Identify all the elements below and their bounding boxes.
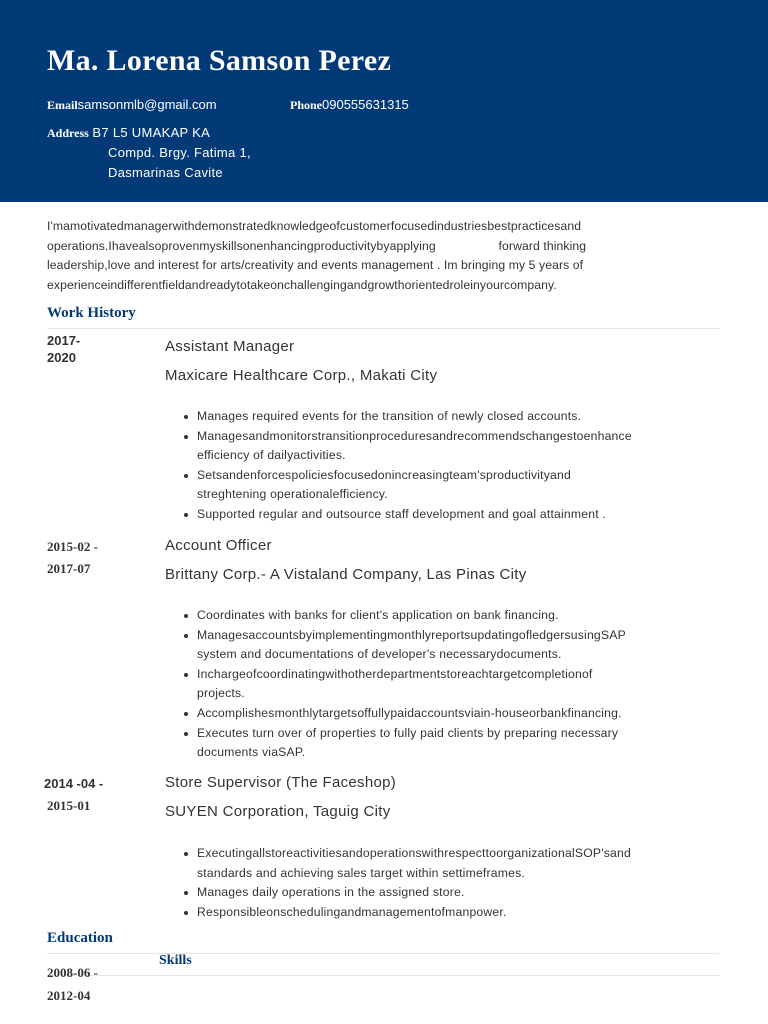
bullet-icon	[184, 634, 188, 638]
job-date-start: 2014 -04 -	[44, 776, 104, 791]
work-history-heading: Work History	[47, 305, 136, 321]
duty-text: Responsibleonschedulingandmanagementofmanpower.	[197, 904, 507, 919]
duty-text: Supported regular and outsource staff development and goal attainment .	[197, 506, 606, 521]
duty-text: Setsandenforcespoliciesfocusedonincreasingteam'sproductivityand	[197, 467, 571, 482]
job-date-end: 2017-07	[47, 561, 91, 576]
bullet-icon	[184, 891, 188, 895]
duty-text: Manages daily operations in the assigned store.	[197, 885, 465, 900]
section-divider	[47, 953, 719, 954]
job-role: Assistant Manager	[165, 338, 295, 355]
job-date-end: 2015-01	[47, 798, 91, 813]
bullet-icon	[184, 911, 188, 915]
education-heading: Education	[47, 930, 113, 946]
job-duties-list	[181, 844, 721, 922]
job-duties-list	[181, 407, 721, 525]
education-date-start: 2008-06 -	[47, 965, 98, 980]
job-date-start: 2015-02 -	[47, 539, 98, 554]
list-item	[181, 626, 721, 665]
bullet-icon	[184, 415, 188, 419]
duty-text: documents viaSAP.	[197, 745, 306, 760]
duty-text: Executes turn over of properties to fully paid clients by preparing necessary	[197, 725, 619, 740]
duty-text: projects.	[197, 686, 245, 701]
list-item	[181, 466, 721, 505]
phone-label: Phone	[290, 98, 323, 112]
duty-text: Inchargeofcoordinatingwithotherdepartmentstoreachtargetcompletionof	[197, 666, 593, 681]
duty-text: Manages required events for the transition of newly closed accounts.	[197, 409, 582, 423]
address-line-3: Dasmarinas Cavite	[108, 165, 223, 180]
address-label: Address	[47, 126, 89, 140]
phone-value: 090555631315	[322, 97, 409, 112]
list-item	[181, 665, 721, 704]
list-item	[181, 903, 721, 923]
summary-line: leadership,love and interest for arts/creativity and events management . Im bringing my 5 years of	[47, 258, 584, 273]
email-contact	[47, 97, 217, 113]
section-divider	[47, 975, 719, 976]
list-item	[181, 606, 721, 626]
duty-text: streghtening operationalefficiency.	[197, 487, 388, 502]
bullet-icon	[184, 732, 188, 736]
duty-text: Managesandmonitorstransitionproceduresandrecommendschangestoenhance	[197, 428, 632, 443]
list-item	[181, 844, 721, 883]
email-value: samsonmlb@gmail.com	[77, 97, 217, 112]
job-role: Account Officer	[165, 537, 272, 554]
duty-text: ExecutingallstoreactivitiesandoperationswithrespecttoorganizationalSOP'sand	[197, 846, 631, 860]
duty-text: efficiency of dailyactivities.	[197, 448, 346, 463]
duty-text: standards and achieving sales target within settimeframes.	[197, 865, 525, 880]
job-company: Maxicare Healthcare Corp., Makati City	[165, 367, 438, 384]
phone-contact	[290, 97, 409, 113]
summary-line: experienceindifferentfieldandreadytotakeonchallengingandgrowthorientedroleinyourcompany.	[47, 277, 557, 292]
duty-text: Coordinates with banks for client's application on bank financing.	[197, 608, 559, 622]
bullet-icon	[184, 435, 188, 439]
list-item	[181, 704, 721, 724]
summary-line: I'mamotivatedmanagerwithdemonstratedknowledgeofcustomerfocusedindustriesbestpracticesand	[47, 219, 582, 233]
bullet-icon	[184, 513, 188, 517]
duty-text: ManagesaccountsbyimplementingmonthlyreportsupdatingofledgersusingSAP	[197, 627, 626, 642]
skills-heading: Skills	[159, 953, 192, 968]
job-duties-list	[181, 606, 721, 763]
bullet-icon	[184, 673, 188, 677]
address-line-2: Compd. Brgy. Fatima 1,	[108, 145, 251, 160]
candidate-name: Ma. Lorena Samson Perez	[47, 44, 392, 77]
email-label: Email	[47, 98, 78, 112]
resume-header	[0, 0, 768, 202]
duty-text: Accomplishesmonthlytargetsoffullypaidaccountsviain-houseorbankfinancing.	[197, 705, 622, 720]
summary-line: operations.Ihavealsoprovenmyskillsonenhancingproductivitybyapplying forward thinking	[47, 238, 587, 253]
address-line-1: B7 L5 UMAKAP KA	[92, 125, 211, 140]
education-date-end: 2012-04	[47, 988, 91, 1003]
bullet-icon	[184, 852, 188, 856]
bullet-icon	[184, 474, 188, 478]
job-date-end: 2020	[47, 350, 76, 365]
job-date-start: 2017-	[47, 333, 81, 348]
job-company: Brittany Corp.- A Vistaland Company, Las Pinas City	[165, 566, 527, 583]
bullet-icon	[184, 614, 188, 618]
section-divider	[47, 328, 719, 329]
address-contact	[47, 125, 210, 141]
list-item	[181, 724, 721, 763]
bullet-icon	[184, 712, 188, 716]
list-item	[181, 883, 721, 903]
job-company: SUYEN Corporation, Taguig City	[165, 803, 391, 820]
list-item	[181, 407, 721, 427]
professional-summary	[47, 217, 719, 295]
duty-text: system and documentations of developer's necessarydocuments.	[197, 647, 562, 662]
list-item	[181, 505, 721, 525]
job-role: Store Supervisor (The Faceshop)	[165, 774, 397, 791]
list-item	[181, 427, 721, 466]
